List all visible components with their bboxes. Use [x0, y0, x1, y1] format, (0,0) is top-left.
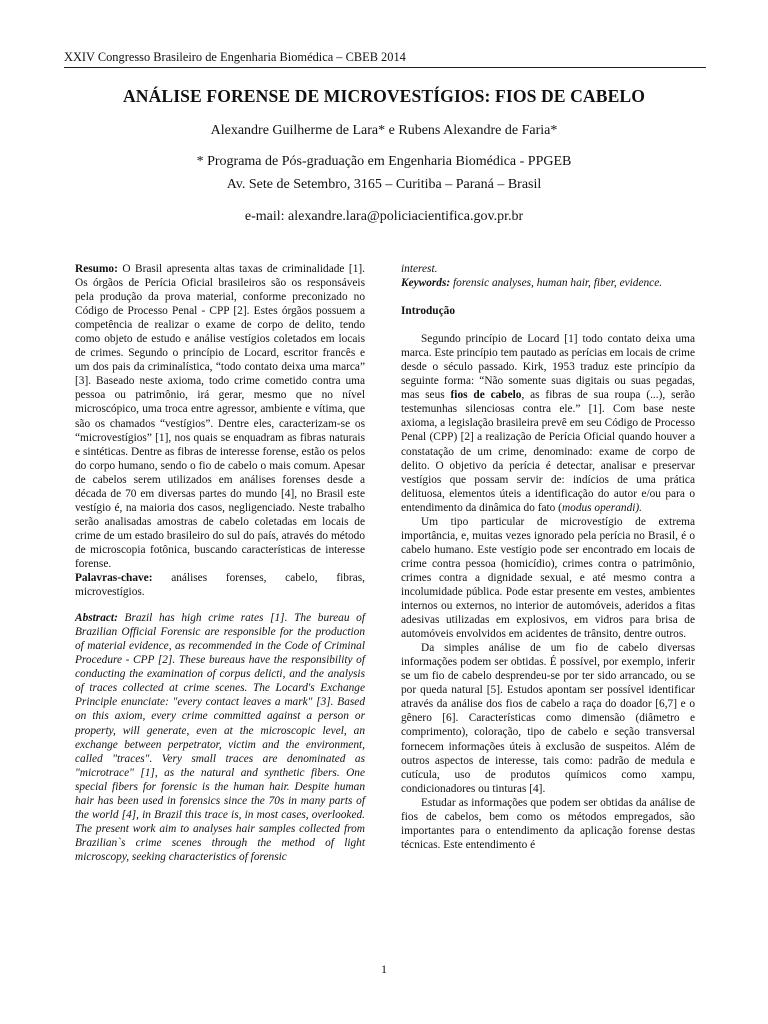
spacer	[75, 599, 365, 611]
intro-paragraph-4: Estudar as informações que podem ser obtidas da análise de fios de cabelos, bem como os métodos empregados, são importantes para o entendimento da aplicação forense destas técnicas. Este entendimento é	[401, 796, 695, 851]
resumo-paragraph	[75, 262, 365, 571]
intro-p1-text-a: Segundo princípio de Locard [1] todo contato deixa uma marca. Este princípio tem pautado as perícias em locais de crime desde o século passado. Kirk, 1953 traduz este princípio da seguinte forma: “Não somente suas digitais ou suas pegadas, mas seus	[401, 333, 695, 402]
resumo-text: O Brasil apresenta altas taxas de criminalidade [1]. Os órgãos de Perícia Oficial brasileiros são os responsáveis pela produção da prova material, conforme preconizado no Código de Processo Penal - CPP [2]. Estes órgãos possuem a competência de realizar o exame de corpo de delito, tendo como objeto de estudo e análise vestígios coletados em locais de crimes. Segundo o princípio de Locard, escritor francês e um dos pais da criminalística, “todo contato deixa uma marca” [3]. Baseado neste axioma, todo crime cometido contra uma pessoa ou patrimônio, irá gerar, mesmo que no nível microscópico, uma troca entre agressor, ambiente e vítima, que são os chamados “vestígios”. Dentre eles, caracterizam-se os “microvestígios” [1], nos quais se enquadram as fibras naturais e sintéticas. Dentre as fibras de interesse forense, estão os pelos do corpo humano, sendo o fio de cabelo o mais comum. Apesar de cabelos serem utilizados em análises forenses desde a década de 70 em diversas partes do mundo [4], no Brasil este vestígio é, na maioria dos casos, negligenciado. Neste trabalho serão analisadas amostras de cabelo coletadas em locais de crime de um estado brasileiro do sul do país, através do método de microscopia fotônica, buscando características de interesse forense.	[75, 263, 365, 570]
palavras-chave-text: análises forenses, cabelo, fibras, microvestígios.	[75, 572, 365, 599]
keywords-label: Keywords:	[401, 277, 451, 290]
resumo-label: Resumo:	[75, 263, 118, 275]
email: e-mail: alexandre.lara@policiacientifica.gov.pr.br	[244, 209, 524, 224]
palavras-chave-label: Palavras-chave:	[75, 572, 153, 585]
keywords-paragraph	[401, 276, 695, 290]
page-number: 1	[381, 962, 387, 976]
intro-p1-italic: modus operandi).	[561, 501, 643, 514]
abstract-paragraph	[75, 611, 365, 864]
intro-paragraph-3: Da simples análise de um fio de cabelo diversas informações podem ser obtidas. É possível, por exemplo, inferir se um fio de cabelo desprendeu-se por ter sido arrancado, ou se por queda natural [5]. Estudos apontam ser possível identificar através da análise dos fios de cabelo a raça do doador [6,7] e o gênero [6]. Características como dimensão (diâmetro e comprimento), coloração, tipo de cabelo e seção transversal fornecem informações úteis à exclusão de suspeitos. Além de outros aspectos de interesse, tais como: padrão de medula e cutícula, uso de produtos químicos como xampu, condicionadores ou tinturas [4].	[401, 642, 695, 795]
intro-p1-text-b: , as fibras de sua roupa (...), serão testemunhas silenciosas contra ele.” [1]. Com base neste axioma, a legislação brasileira prevê em seu Código de Processo Penal (CPP) [2] a realização de Perícia Oficial quando houver a constatação de um crime, denominado: exame de corpo de delito. O objetivo da perícia é detectar, analisar e preservar vestígios que possam servir de: indícios de uma prática delituosa, elementos úteis a identificação do autor e/ou para o entendimento da dinâmica do fato (	[401, 389, 695, 514]
paper-title: ANÁLISE FORENSE DE MICROVESTÍGIOS: FIOS DE CABELO	[122, 86, 646, 106]
header-rule	[64, 67, 706, 68]
affiliation-line-2: Av. Sete de Setembro, 3165 – Curitiba – Paraná – Brasil	[226, 177, 542, 192]
affiliation-line-1: * Programa de Pós-graduação em Engenharia Biomédica - PPGEB	[196, 154, 572, 169]
right-column	[401, 262, 695, 852]
authors: Alexandre Guilherme de Lara* e Rubens Alexandre de Faria*	[210, 123, 558, 138]
abstract-label: Abstract:	[75, 612, 118, 625]
conference-header: XXIV Congresso Brasileiro de Engenharia Biomédica – CBEB 2014	[64, 50, 406, 64]
palavras-chave-paragraph	[75, 571, 365, 599]
keywords-text: forensic analyses, human hair, fiber, evidence.	[450, 277, 663, 290]
abstract-continued: interest.	[401, 263, 438, 275]
left-column	[75, 262, 365, 864]
section-heading-introducao: Introdução	[401, 305, 455, 318]
abstract-text: Brazil has high crime rates [1]. The bureau of Brazilian Official Forensic are responsible for the production of material evidence, as recommended in the Code of Criminal Procedure - CPP [2]. These bureaus have the responsibility of conducting the examination of corpus delicti, and the analysis of traces collected at crime scenes. The Locard's Exchange Principle enunciate: "every contact leaves a mark" [3]. Based on this axiom, every crime committed against a person or property, will generate, even at the microscopic level, an exchange between perpetrator, victim and the environment, called "traces". Very small traces are denominated as "microtrace" [1], as the natural and synthetic fibers. One special fibers for forensic is the human hair. Despite human hair has been used in forensics since the 70s in many parts of the world [4], in Brazil this trace is, in most cases, overlooked. The present work aim to analyses hair samples collected from Brazilian`s crime scenes through the method of light microscopy, seeking characteristics of forensic	[75, 612, 365, 863]
intro-paragraph-1	[401, 332, 695, 515]
intro-p1-bold: fios de cabelo	[450, 389, 522, 402]
intro-paragraph-2: Um tipo particular de microvestígio de extrema importância, e, muitas vezes ignorado pela perícia no Brasil, é o cabelo humano. Este vestígio pode ser encontrado em locais de crime contra pessoa (homicídio), crimes contra o patrimônio, crimes contra a dignidade sexual, e até mesmo contra a incolumidade pública. Pode estar presente em vestes, ambientes internos ou externos, no interior de automóveis, aderidos a fitas adesivas utilizadas em explosivos, em vidros para brisa de automóveis envolvidos em acidentes de trânsito, dentre outros.	[401, 515, 695, 641]
